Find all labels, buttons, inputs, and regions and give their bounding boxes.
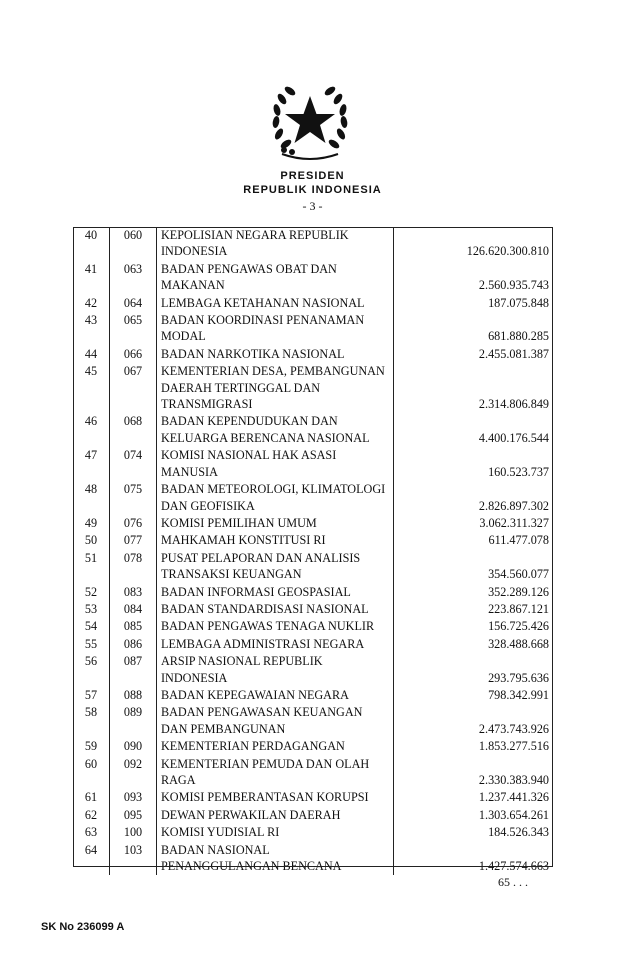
agency-code: 067 — [110, 363, 157, 413]
agency-name: KEMENTERIAN PERDAGANGAN — [157, 738, 394, 755]
table-row — [73, 789, 553, 806]
budget-amount: 328.488.668 — [488, 636, 549, 651]
row-number: 43 — [73, 312, 110, 346]
agency-code: 090 — [110, 738, 157, 755]
budget-amount: 681.880.285 — [488, 329, 549, 344]
table-row — [73, 807, 553, 824]
agency-code: 092 — [110, 756, 157, 790]
table-row — [73, 346, 553, 363]
row-number: 47 — [73, 447, 110, 481]
budget-amount: 1.303.654.261 — [478, 807, 549, 822]
agency-name: KOMISI NASIONAL HAK ASASI MANUSIA — [157, 447, 394, 481]
row-number: 58 — [73, 704, 110, 738]
row-number: 42 — [73, 295, 110, 312]
agency-name: BADAN STANDARDISASI NASIONAL — [157, 601, 394, 618]
row-number: 53 — [73, 601, 110, 618]
row-number: 51 — [73, 550, 110, 584]
row-number: 61 — [73, 789, 110, 806]
budget-amount: 3.062.311.327 — [479, 515, 549, 530]
header-title: PRESIDEN — [280, 170, 345, 182]
agency-name: KEPOLISIAN NEGARA REPUBLIK INDONESIA — [157, 227, 394, 261]
agency-name: BADAN PENGAWAS TENAGA NUKLIR — [157, 618, 394, 635]
garuda-emblem-icon — [262, 78, 358, 164]
budget-amount: 798.342.991 — [488, 687, 549, 702]
budget-amount: 2.455.081.387 — [478, 346, 549, 361]
row-number: 52 — [73, 584, 110, 601]
row-number: 50 — [73, 532, 110, 549]
agency-code: 100 — [110, 824, 157, 841]
budget-amount: 2.330.383.940 — [478, 773, 549, 787]
page-number: - 3 - — [302, 199, 323, 213]
table-row — [73, 227, 553, 261]
agency-name: BADAN PENGAWASAN KEUANGAN DAN PEMBANGUNAN — [157, 704, 394, 738]
agency-name: KOMISI YUDISIAL RI — [157, 824, 394, 841]
row-number: 57 — [73, 687, 110, 704]
budget-amount: 184.526.343 — [488, 825, 549, 840]
agency-code: 075 — [110, 481, 157, 515]
table-row — [73, 261, 553, 295]
budget-amount: 4.400.176.544 — [478, 430, 549, 445]
table-row — [73, 295, 553, 312]
agency-name: KEMENTERIAN DESA, PEMBANGUNAN DAERAH TERTINGGAL DAN TRANSMIGRASI — [157, 363, 394, 413]
row-number: 60 — [73, 756, 110, 790]
table-row — [73, 481, 553, 515]
agency-name: PUSAT PELAPORAN DAN ANALISIS TRANSAKSI KEUANGAN — [157, 550, 394, 584]
row-number: 46 — [73, 413, 110, 447]
agency-code: 064 — [110, 295, 157, 312]
row-number: 41 — [73, 261, 110, 295]
continuation-marker: 65 . . . — [498, 875, 528, 889]
agency-name: BADAN METEOROLOGI, KLIMATOLOGI DAN GEOFISIKA — [157, 481, 394, 515]
budget-amount: 354.560.077 — [488, 567, 549, 582]
agency-code: 087 — [110, 653, 157, 687]
table-row — [73, 738, 553, 755]
agency-name: BADAN INFORMASI GEOSPASIAL — [157, 584, 394, 601]
agency-name: BADAN KOORDINASI PENANAMAN MODAL — [157, 312, 394, 346]
budget-amount: 160.523.737 — [488, 464, 549, 479]
agency-code: 093 — [110, 789, 157, 806]
agency-name: KOMISI PEMILIHAN UMUM — [157, 515, 394, 532]
row-number: 64 — [73, 842, 110, 876]
table-row — [73, 312, 553, 346]
row-number: 45 — [73, 363, 110, 413]
table-row — [73, 636, 553, 653]
row-number: 49 — [73, 515, 110, 532]
agency-code: 103 — [110, 842, 157, 876]
table-row — [73, 653, 553, 687]
row-number: 48 — [73, 481, 110, 515]
budget-amount: 352.289.126 — [488, 584, 549, 599]
agency-name: BADAN NASIONAL PENANGGULANGAN BENCANA — [157, 842, 394, 876]
row-number: 59 — [73, 738, 110, 755]
agency-code: 063 — [110, 261, 157, 295]
agency-name: MAHKAMAH KONSTITUSI RI — [157, 532, 394, 549]
agency-name: ARSIP NASIONAL REPUBLIK INDONESIA — [157, 653, 394, 687]
row-number: 54 — [73, 618, 110, 635]
table-row — [73, 704, 553, 738]
agency-name: BADAN KEPENDUDUKAN DAN KELUARGA BERENCANA NASIONAL — [157, 413, 394, 447]
budget-amount: 223.867.121 — [488, 601, 549, 616]
agency-name: BADAN PENGAWAS OBAT DAN MAKANAN — [157, 261, 394, 295]
budget-amount: 2.473.743.926 — [478, 721, 549, 736]
budget-amount: 293.795.636 — [488, 670, 549, 685]
budget-amount: 1.237.441.326 — [478, 790, 549, 805]
table-row — [73, 824, 553, 841]
agency-code: 089 — [110, 704, 157, 738]
agency-code: 065 — [110, 312, 157, 346]
budget-amount: 2.560.935.743 — [478, 278, 549, 293]
table-row — [73, 532, 553, 549]
table-row — [73, 601, 553, 618]
table-row — [73, 447, 553, 481]
agency-name: LEMBAGA ADMINISTRASI NEGARA — [157, 636, 394, 653]
agency-code: 060 — [110, 227, 157, 261]
agency-code: 076 — [110, 515, 157, 532]
budget-amount: 1.427.574.663 — [478, 859, 549, 874]
row-number: 44 — [73, 346, 110, 363]
table-row — [73, 413, 553, 447]
agency-code: 086 — [110, 636, 157, 653]
agency-code: 077 — [110, 532, 157, 549]
budget-table — [73, 227, 553, 875]
document-serial-number: SK No 236099 A — [41, 921, 125, 933]
table-row — [73, 363, 553, 413]
agency-code: 074 — [110, 447, 157, 481]
agency-name: BADAN NARKOTIKA NASIONAL — [157, 346, 394, 363]
agency-name: KOMISI PEMBERANTASAN KORUPSI — [157, 789, 394, 806]
header-subtitle: REPUBLIK INDONESIA — [243, 184, 382, 196]
table-row — [73, 687, 553, 704]
agency-name: DEWAN PERWAKILAN DAERAH — [157, 807, 394, 824]
agency-code: 068 — [110, 413, 157, 447]
agency-code: 078 — [110, 550, 157, 584]
table-row — [73, 515, 553, 532]
agency-code: 085 — [110, 618, 157, 635]
agency-code: 088 — [110, 687, 157, 704]
row-number: 56 — [73, 653, 110, 687]
table-row — [73, 756, 553, 790]
budget-amount: 2.314.806.849 — [478, 397, 549, 412]
row-number: 63 — [73, 824, 110, 841]
budget-amount: 1.853.277.516 — [478, 739, 549, 754]
table-row — [73, 550, 553, 584]
agency-code: 084 — [110, 601, 157, 618]
row-number: 55 — [73, 636, 110, 653]
table-row — [73, 842, 553, 876]
table-row — [73, 584, 553, 601]
row-number: 62 — [73, 807, 110, 824]
agency-name: LEMBAGA KETAHANAN NASIONAL — [157, 295, 394, 312]
budget-table-body — [73, 227, 553, 875]
agency-name: KEMENTERIAN PEMUDA DAN OLAH RAGA — [157, 756, 394, 790]
budget-amount: 126.620.300.810 — [466, 244, 549, 259]
agency-name: BADAN KEPEGAWAIAN NEGARA — [157, 687, 394, 704]
table-row — [73, 618, 553, 635]
agency-code: 083 — [110, 584, 157, 601]
budget-amount: 156.725.426 — [488, 619, 549, 634]
budget-amount: 611.477.078 — [488, 533, 549, 548]
budget-amount: 187.075.848 — [488, 295, 549, 310]
agency-code: 066 — [110, 346, 157, 363]
budget-amount: 2.826.897.302 — [478, 498, 549, 513]
row-number: 40 — [73, 227, 110, 261]
agency-code: 095 — [110, 807, 157, 824]
